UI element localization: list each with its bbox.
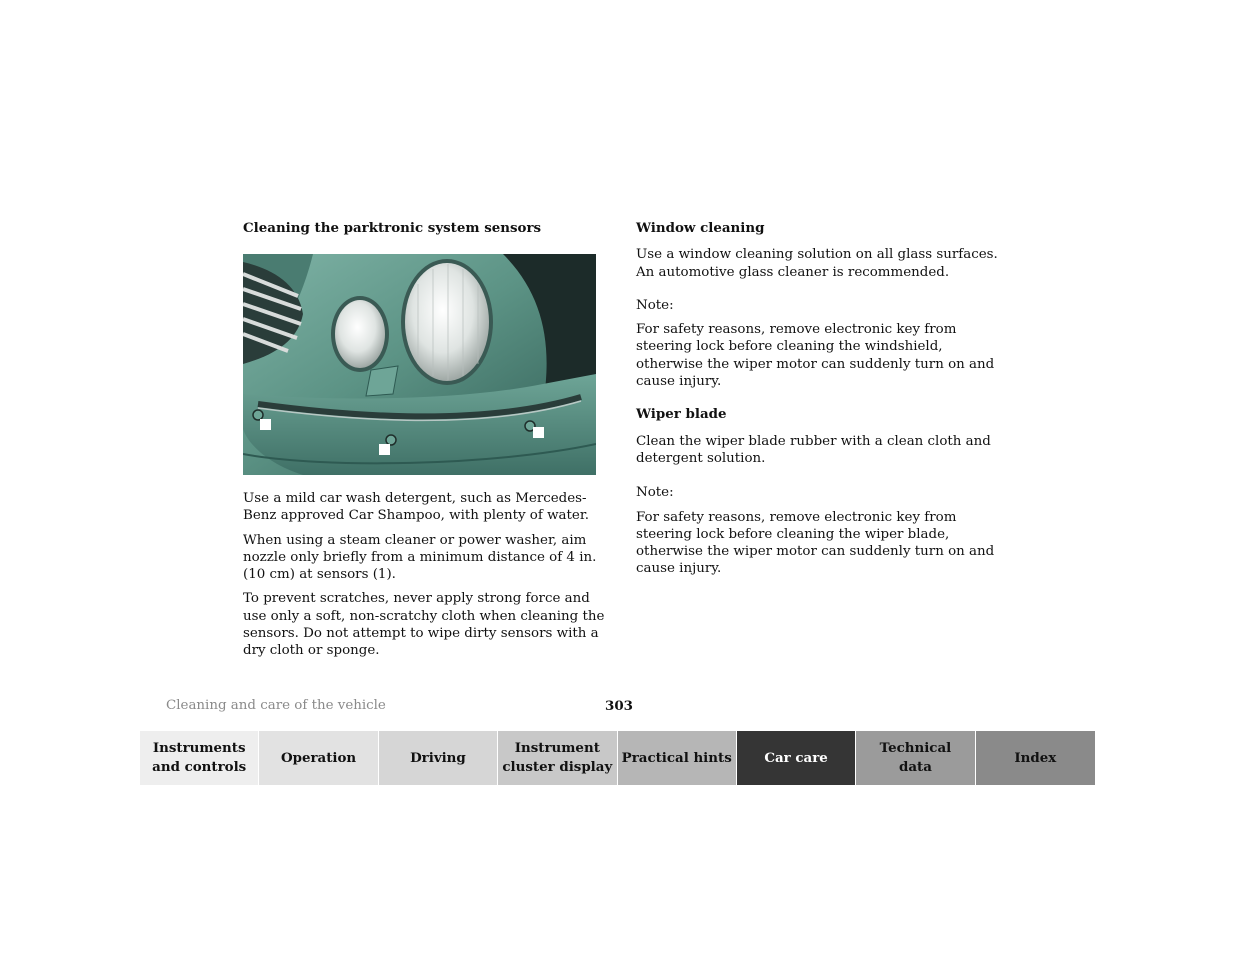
- paragraph: When using a steam cleaner or power washer, aim nozzle only briefly from a minimum distance of 4 in. (10 cm) at sensors (1).: [243, 532, 597, 583]
- left-column: [243, 220, 605, 237]
- window-cleaning-text: Use a window cleaning solution on all glass surfaces. An automotive glass cleaner is recommended.: [636, 247, 998, 280]
- chapter-nav: [140, 731, 1095, 785]
- section-title: Cleaning and care of the vehicle: [166, 698, 386, 713]
- wiper-note-text: For safety reasons, remove electronic key from steering lock before cleaning the wiper blade, otherwise the wiper motor can suddenly turn on and cause injury.: [636, 509, 995, 577]
- tab-index[interactable]: Index: [976, 731, 1095, 785]
- window-note-text: For safety reasons, remove electronic key from steering lock before cleaning the windshield, otherwise the wiper motor can suddenly turn on and cause injury.: [636, 322, 995, 390]
- car-front-illustration: [243, 254, 596, 475]
- window-cleaning-heading: Window cleaning: [636, 220, 765, 236]
- page-number: 303: [605, 698, 633, 714]
- right-column: [636, 220, 1006, 578]
- sensor-callout-marker: [260, 419, 271, 430]
- tab-instruments-and-controls[interactable]: Instruments and controls: [140, 731, 259, 785]
- tab-driving[interactable]: Driving: [379, 731, 498, 785]
- small-headlight: [335, 300, 385, 368]
- note-label: Note:: [636, 297, 674, 313]
- wiper-blade-heading: Wiper blade: [636, 406, 727, 423]
- paragraph: To prevent scratches, never apply strong force and use only a soft, non-scratchy cloth when cleaning the sensors. Do not attempt to wipe dirty sensors with a dry cloth or sponge.: [243, 591, 605, 659]
- tab-operation[interactable]: Operation: [259, 731, 378, 785]
- sensor-callout-marker: [379, 444, 390, 455]
- wiper-blade-text: Clean the wiper blade rubber with a clean cloth and detergent solution.: [636, 433, 991, 466]
- tab-practical-hints[interactable]: Practical hints: [618, 731, 737, 785]
- tab-technical-data[interactable]: Technical data: [856, 731, 975, 785]
- parktronic-sensors-illustration: [243, 254, 596, 475]
- parktronic-heading: Cleaning the parktronic system sensors: [243, 220, 542, 236]
- parktronic-body: [243, 490, 605, 660]
- paragraph: Use a mild car wash detergent, such as Mercedes-Benz approved Car Shampoo, with plenty of water.: [243, 491, 590, 524]
- tab-car-care[interactable]: Car care: [737, 731, 856, 785]
- sensor-callout-marker: [533, 427, 544, 438]
- tab-instrument-cluster-display[interactable]: Instrument cluster display: [498, 731, 617, 785]
- note-label: Note:: [636, 485, 674, 501]
